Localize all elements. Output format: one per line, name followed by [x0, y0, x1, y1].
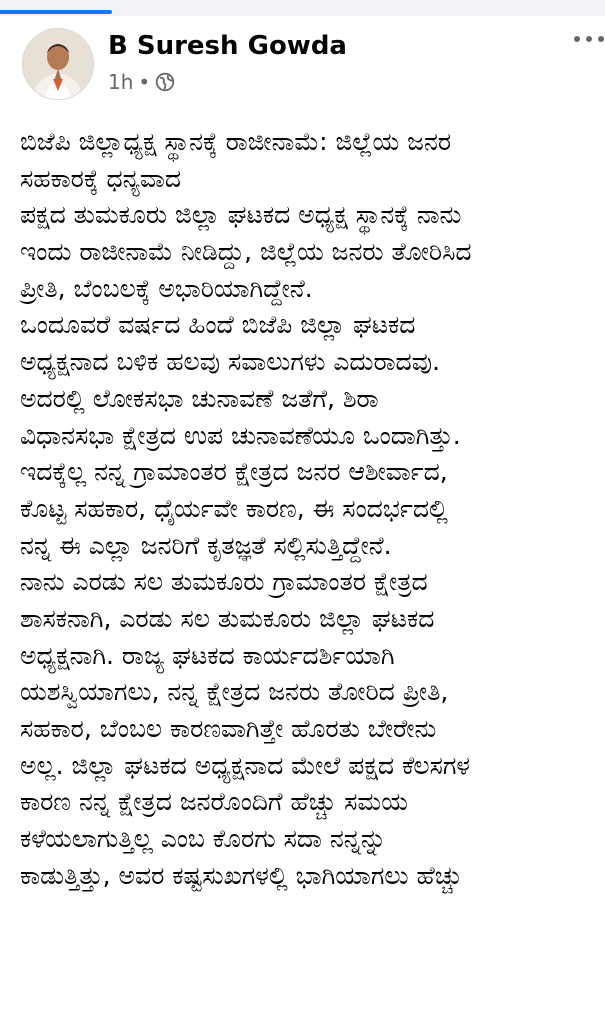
post-line: ಸಹಕಾರಕ್ಕೆ ಧನ್ಯವಾದ	[20, 163, 181, 193]
post-line: ಪಕ್ಷದ ತುಮಕೂರು ಜಿಲ್ಲಾ ಘಟಕದ ಅಧ್ಯಕ್ಷ ಸ್ಥಾನಕ್ಕೆ ನಾನು	[20, 200, 462, 230]
author-name[interactable]: B Suresh Gowda	[108, 31, 347, 61]
post-meta	[108, 70, 175, 94]
post-line: ಇಂದು ರಾಜೀನಾಮೆ ನೀಡಿದ್ದು, ಜಿಲ್ಲೆಯ ಜನರು ತೋರಿಸಿದ	[20, 237, 472, 267]
post-line: ಅಧ್ಯಕ್ಷನಾದ ಬಳಿಕ ಹಲವು ಸವಾಲುಗಳು ಎದುರಾದವು.	[20, 347, 441, 377]
post-line: ನನ್ನ ಈ ಎಲ್ಲಾ ಜನರಿಗೆ ಕೃತಜ್ಞತೆ ಸಲ್ಲಿಸುತ್ತಿದ್ದೇನೆ.	[20, 530, 392, 560]
more-dot	[598, 36, 604, 42]
post-line: ಇದಕ್ಕೆಲ್ಲ ನನ್ನ ಗ್ರಾಮಾಂತರ ಕ್ಷೇತ್ರದ ಜನರ ಆಶೀರ್ವಾದ,	[20, 457, 448, 487]
post-line: ಪ್ರೀತಿ, ಬೆಂಬಲಕ್ಕೆ ಅಭಾರಿಯಾಗಿದ್ದೇನೆ.	[20, 273, 313, 303]
post-body	[20, 124, 605, 894]
post-line: ಕಾರಣ ನನ್ನ ಕ್ಷೇತ್ರದ ಜನರೊಂದಿಗೆ ಹೆಚ್ಚು ಸಮಯ	[20, 787, 408, 817]
more-dot	[586, 36, 592, 42]
post-line: ಅಲ್ಲ. ಜಿಲ್ಲಾ ಘಟಕದ ಅಧ್ಯಕ್ಷನಾದ ಮೇಲೆ ಪಕ್ಷದ ಕೆಲಸಗಳ	[20, 750, 471, 780]
avatar-image	[23, 29, 93, 99]
post-line: ಯಶಸ್ವಿಯಾಗಲು, ನನ್ನ ಕ್ಷೇತ್ರದ ಜನರು ತೋರಿದ ಪ್ರೀತಿ,	[20, 677, 449, 707]
post-line: ವಿಧಾನಸಭಾ ಕ್ಷೇತ್ರದ ಉಪ ಚುನಾವಣೆಯೂ ಒಂದಾಗಿತ್ತು.	[20, 420, 461, 450]
post-line: ಅಧ್ಯಕ್ಷನಾಗಿ. ರಾಜ್ಯ ಘಟಕದ ಕಾರ್ಯದರ್ಶಿಯಾಗಿ	[20, 640, 395, 670]
post-time[interactable]: 1h	[108, 70, 134, 94]
post-line: ನಾನು ಎರಡು ಸಲ ತುಮಕೂರು ಗ್ರಾಮಾಂತರ ಕ್ಷೇತ್ರದ	[20, 567, 428, 597]
post-line: ಕಾಡುತ್ತಿತ್ತು, ಅವರ ಕಷ್ಟಸುಖಗಳಲ್ಲಿ ಭಾಗಿಯಾಗಲು ಹೆಚ್ಚು	[20, 860, 463, 890]
post-line: ಶಾಸಕನಾಗಿ, ಎರಡು ಸಲ ತುಮಕೂರು ಜಿಲ್ಲಾ ಘಟಕದ	[20, 603, 435, 633]
post-line: ಕೊಟ್ಟ ಸಹಕಾರ, ಧೈರ್ಯವೇ ಕಾರಣ, ಈ ಸಂದರ್ಭದಲ್ಲಿ	[20, 493, 448, 523]
post-line: ಅದರಲ್ಲಿ ಲೋಕಸಭಾ ಚುನಾವಣೆ ಜತೆಗೆ, ಶಿರಾ	[20, 383, 379, 413]
meta-separator: •	[138, 70, 151, 94]
more-dots-icon[interactable]	[574, 36, 604, 42]
more-dot	[574, 36, 580, 42]
post-header	[0, 22, 605, 102]
active-tab-indicator	[0, 10, 112, 14]
post-line: ಬಿಜೆಪಿ ಜಿಲ್ಲಾಧ್ಯಕ್ಷ ಸ್ಥಾನಕ್ಕೆ ರಾಜೀನಾಮೆ: ಜಿಲ್ಲೆಯ ಜನರ	[20, 127, 452, 156]
globe-icon[interactable]	[155, 72, 175, 92]
avatar[interactable]	[22, 28, 94, 100]
post-line: ಒಂದೂವರೆ ವರ್ಷದ ಹಿಂದೆ ಬಿಜೆಪಿ ಜಿಲ್ಲಾ ಘಟಕದ	[20, 310, 416, 340]
post-line: ಕಳೆಯಲಾಗುತ್ತಿಲ್ಲ ಎಂಬ ಕೊರಗು ಸದಾ ನನ್ನನ್ನು	[20, 824, 387, 854]
post-line: ಸಹಕಾರ, ಬೆಂಬಲ ಕಾರಣವಾಗಿತ್ತೇ ಹೊರತು ಬೇರೇನು	[20, 714, 437, 743]
